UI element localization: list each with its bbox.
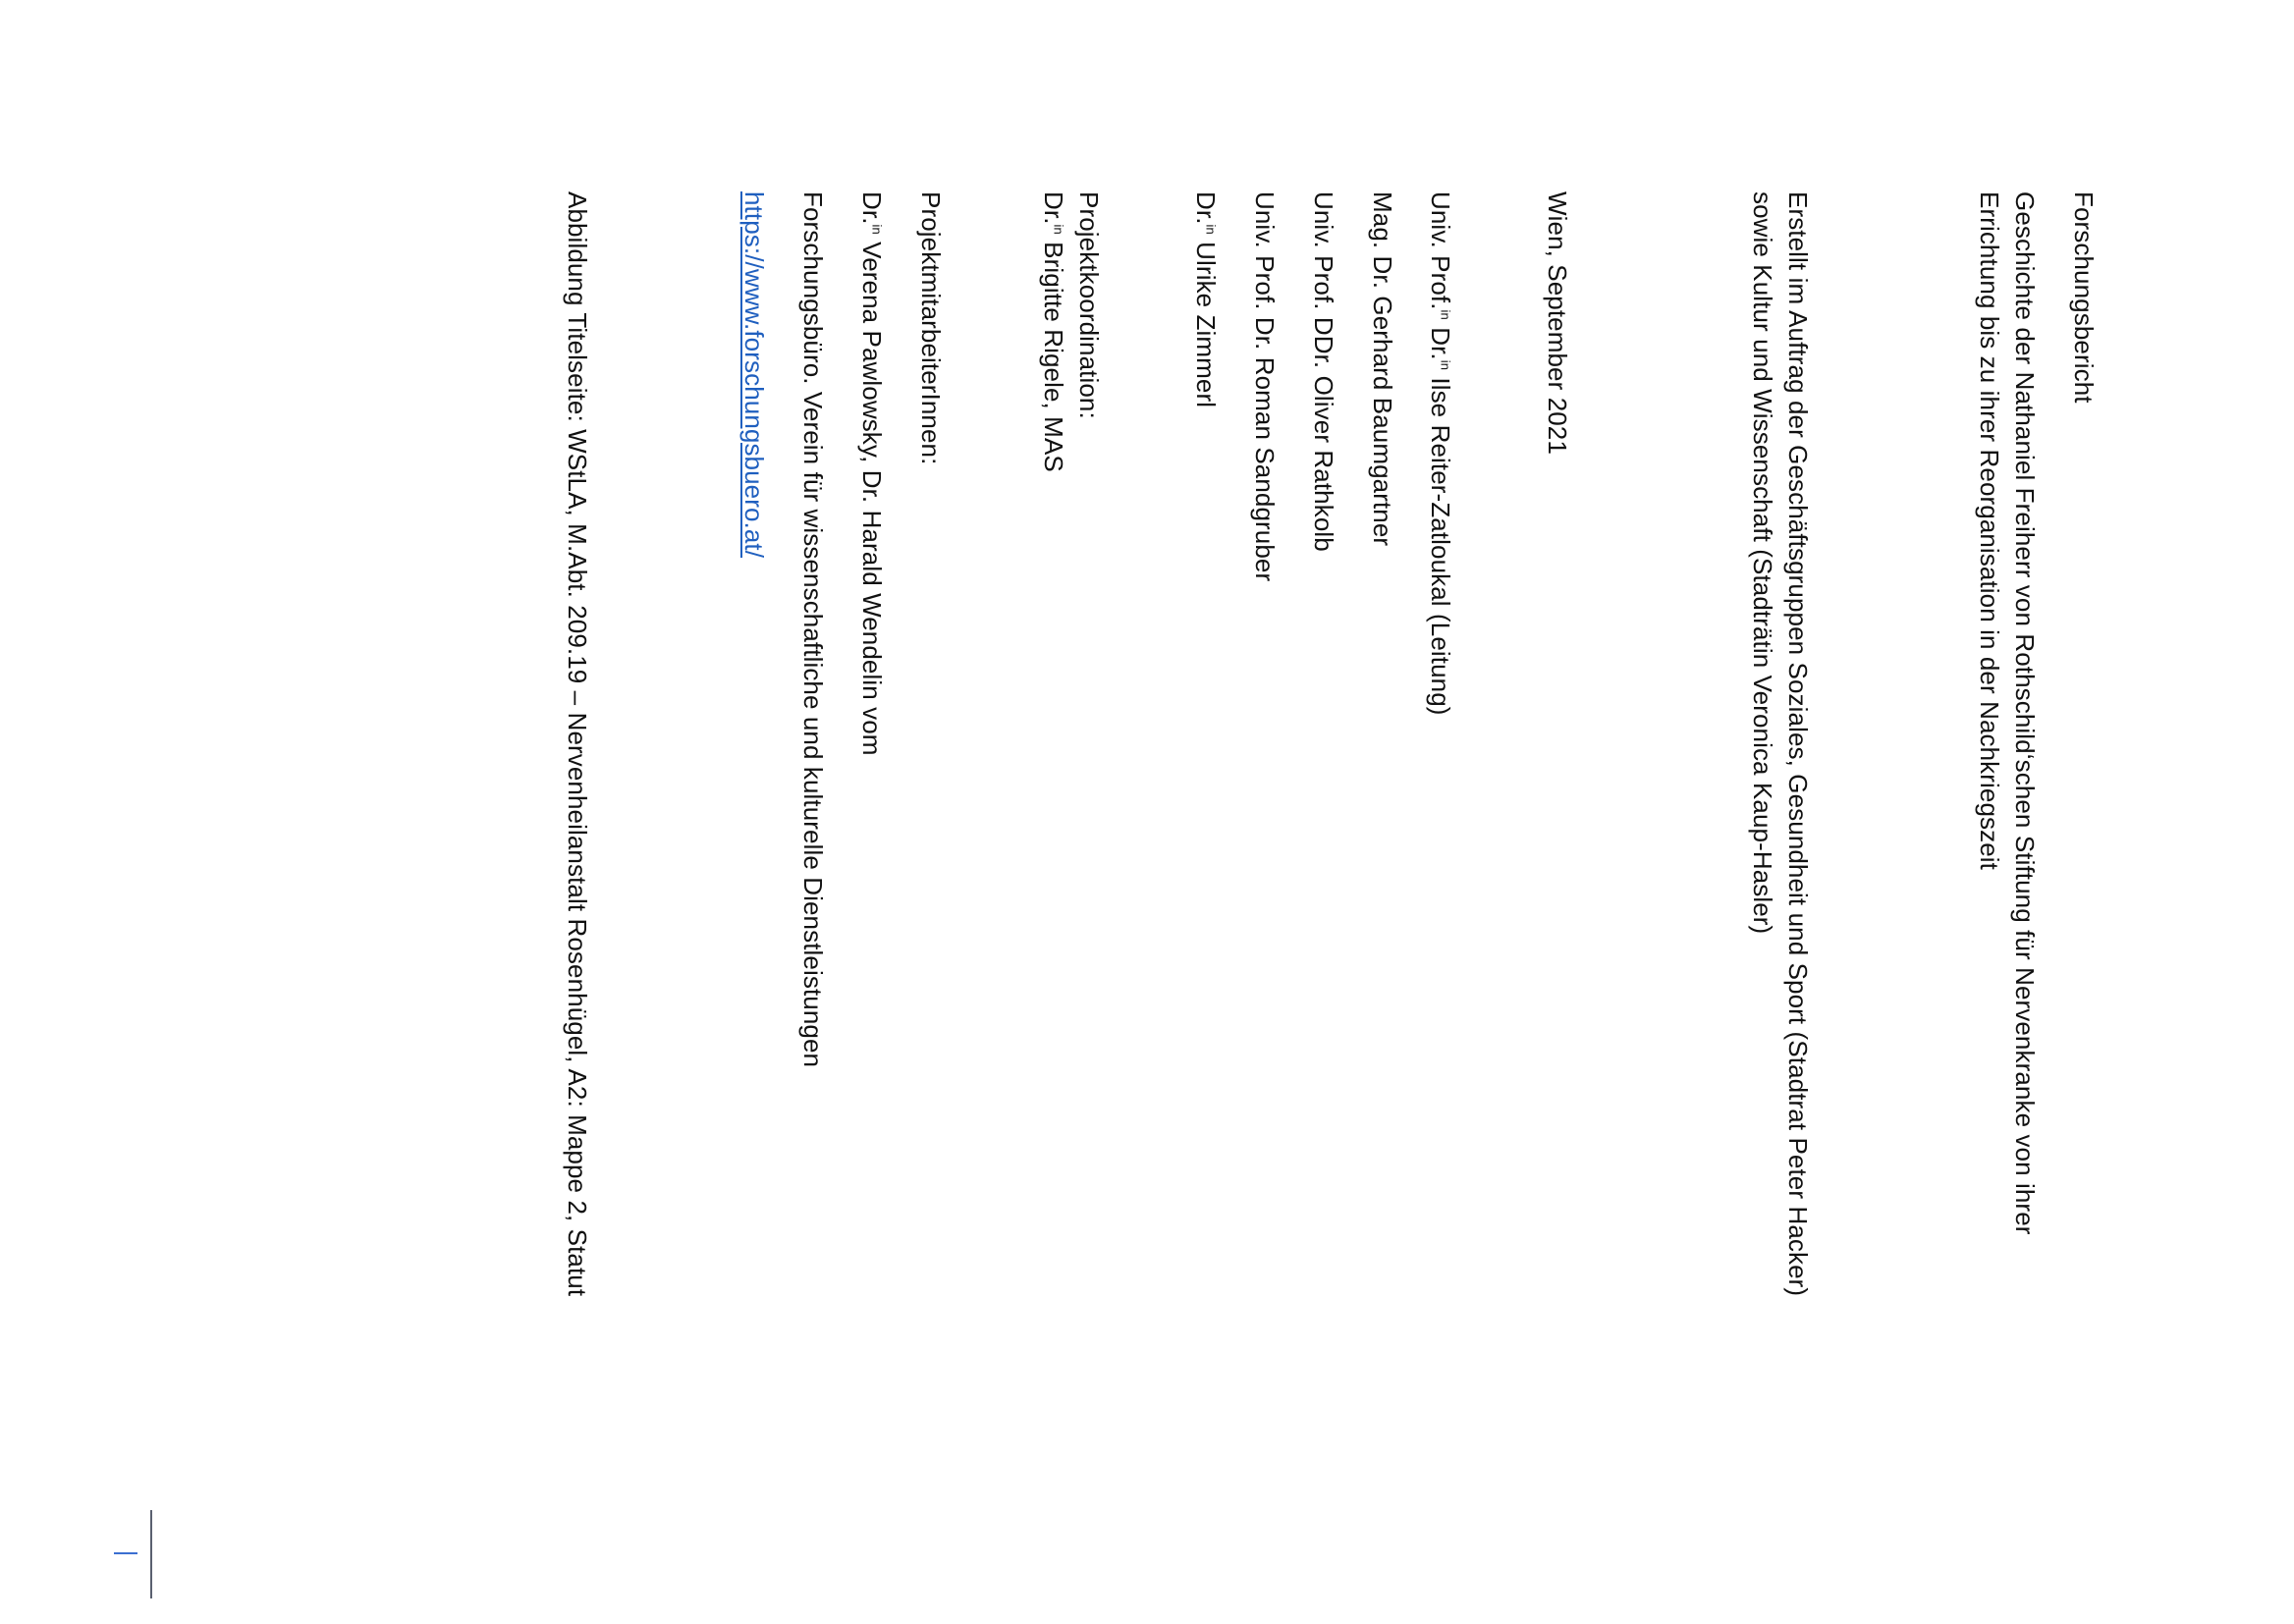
title-line-2: Errichtung bis zu ihrer Reorganisation in der Nachkriegszeit xyxy=(1975,191,2004,870)
organisation-url-link[interactable]: https://www.forschungsbuero.at/ xyxy=(739,191,769,559)
commission-line-2: sowie Kultur und Wissenschaft (Stadträtin Veronica Kaup-Hasler) xyxy=(1748,191,1777,935)
member-1-sup-1: in xyxy=(1438,309,1453,320)
member-line-3: Univ. Prof. DDr. Oliver Rathkolb xyxy=(1309,191,1338,552)
margin-dash xyxy=(114,1552,137,1554)
member-1-sup-2: in xyxy=(1438,359,1453,371)
staff-names: Verena Pawlowsky, Dr. Harald Wendelin vom xyxy=(857,234,887,756)
member-line-1 xyxy=(1426,191,1455,716)
image-credit: Abbildung Titelseite: WStLA, M.Abt. 209.19 – Nervenheilanstalt Rosenhügel, A2: Mappe 2, Statut xyxy=(563,191,592,1297)
staff-sup: in xyxy=(869,224,885,235)
staff-label: ProjektmitarbeiterInnen: xyxy=(916,191,946,465)
member-1-mid: Dr. xyxy=(1426,319,1455,360)
report-label: Forschungsbericht xyxy=(2069,191,2099,404)
member-1-rest: Ilse Reiter-Zatloukal (Leitung) xyxy=(1426,370,1455,716)
coordination-name-line xyxy=(1039,191,1068,472)
member-line-5 xyxy=(1191,191,1221,407)
place-date: Wien, September 2021 xyxy=(1543,191,1572,455)
staff-prefix: Dr. xyxy=(857,191,887,225)
organisation-line: Forschungsbüro. Verein für wissenschaftliche und kulturelle Dienstleistungen xyxy=(798,191,828,1068)
coordination-prefix: Dr. xyxy=(1039,191,1068,225)
margin-rule xyxy=(150,1510,152,1598)
coordination-sup: in xyxy=(1051,224,1066,235)
coordination-name: Brigitte Rigele, MAS xyxy=(1039,234,1068,472)
member-line-2: Mag. Dr. Gerhard Baumgartner xyxy=(1368,191,1397,547)
coordination-label: Projektkoordination: xyxy=(1074,191,1104,419)
member-5-prefix: Dr. xyxy=(1191,191,1221,225)
member-1-prefix: Univ. Prof. xyxy=(1426,191,1455,310)
member-5-rest: Ulrike Zimmerl xyxy=(1191,234,1221,408)
member-line-4: Univ. Prof. Dr. Roman Sandgruber xyxy=(1250,191,1280,582)
commission-line-1: Erstellt im Auftrag der Geschäftsgruppen Soziales, Gesundheit und Sport (Stadtrat Peter Hacker) xyxy=(1783,191,1813,1297)
title-line-1: Geschichte der Nathaniel Freiherr von Rothschild‘schen Stiftung für Nervenkranke von ihrer xyxy=(2010,191,2040,1235)
staff-names-line xyxy=(857,191,887,756)
member-5-sup: in xyxy=(1203,224,1219,235)
